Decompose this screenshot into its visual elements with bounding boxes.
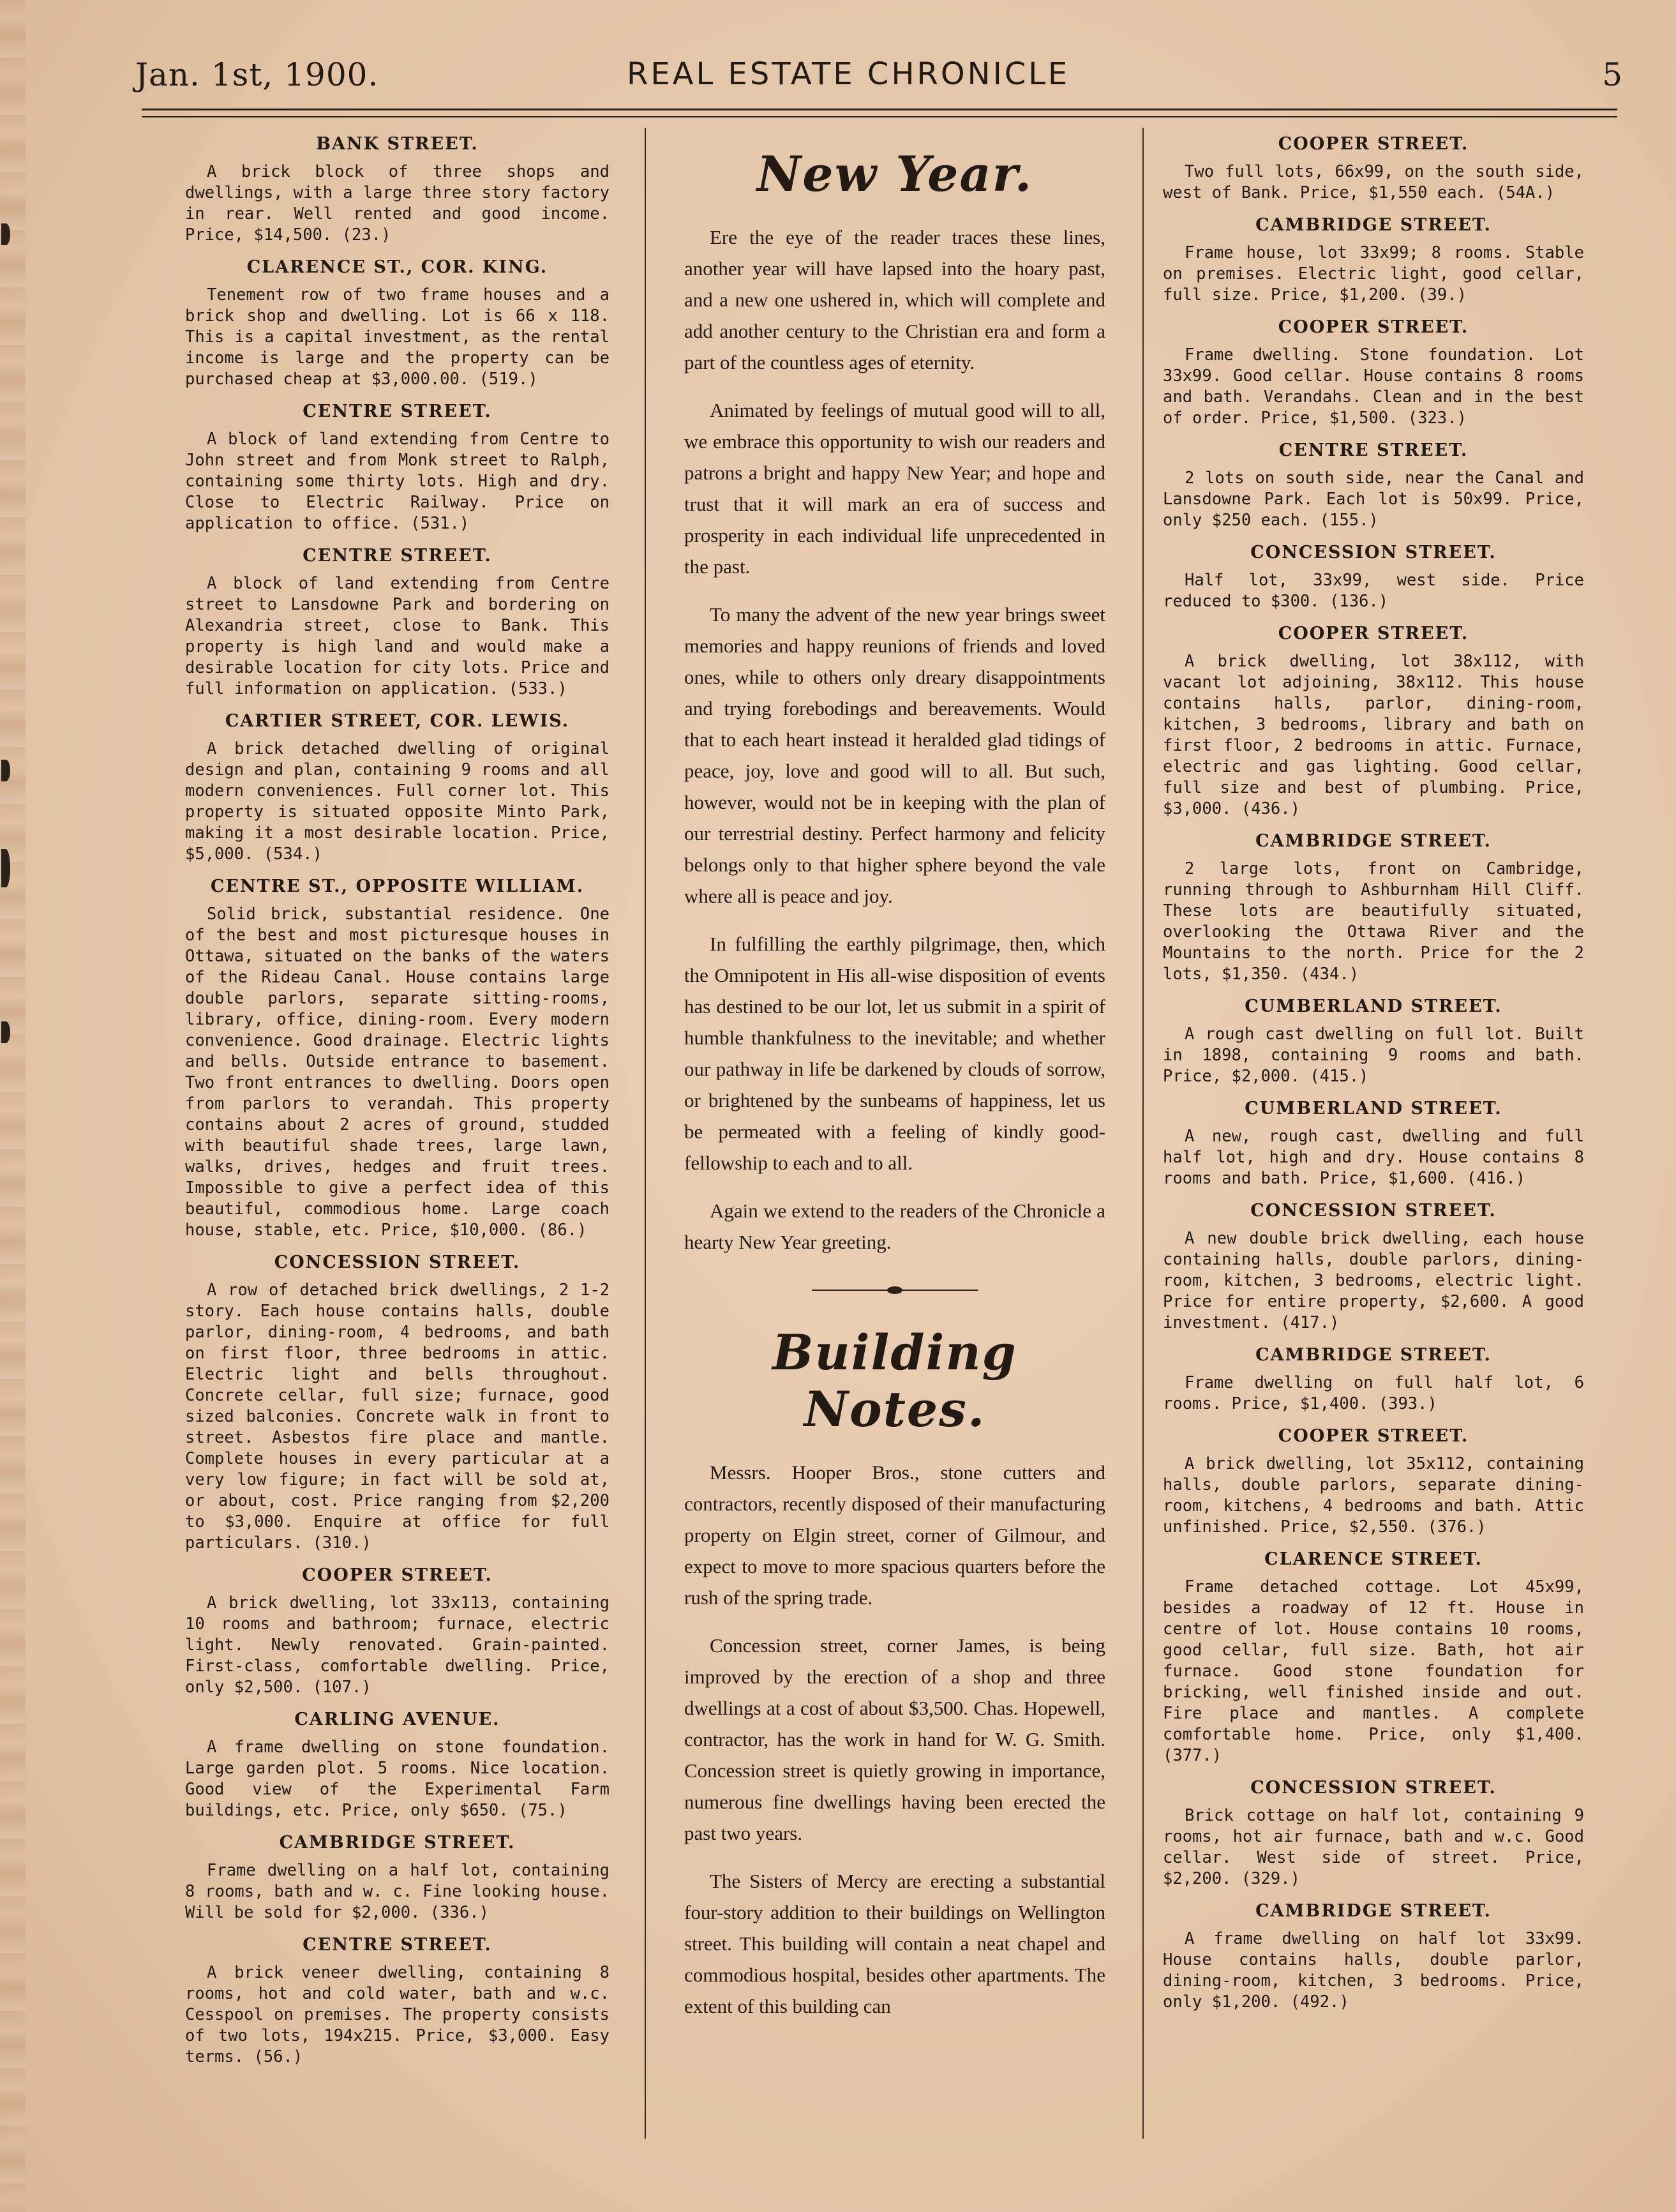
listing-body: A new double brick dwelling, each house containing halls, double parlors, dining-room, kitchen, 3 bedrooms, electric light. Price for entire property, $2,600. A good investment. (417.) [1163, 1229, 1584, 1332]
listing-entry [1163, 1778, 1584, 1890]
listing-entry [1163, 134, 1584, 204]
column-rule [645, 128, 646, 2139]
listing-body: Frame dwelling on full half lot, 6 rooms. Price, $1,400. (393.) [1163, 1373, 1584, 1413]
listing-entry [1163, 624, 1584, 820]
listing-body: 2 large lots, front on Cambridge, running through to Ashburnham Hill Cliff. These lots are beautifully situated, overlooking the Ottawa River and the Mountains to the north. Price for the 2 lots, $1,350. (434.) [1163, 859, 1584, 984]
listing-entry [1163, 317, 1584, 429]
listing-heading: CUMBERLAND STREET. [1245, 1099, 1502, 1118]
new-year-title: New Year. [756, 146, 1033, 202]
listing-entry [185, 877, 610, 1241]
listing-heading: CLARENCE ST., COR. KING. [246, 257, 548, 277]
listing-entry [1163, 1426, 1584, 1538]
listing-heading: CENTRE ST., OPPOSITE WILLIAM. [210, 877, 585, 896]
building-notes-article [684, 1457, 1105, 2022]
listing-entry [185, 711, 610, 865]
listing-entry [185, 1253, 610, 1554]
article-paragraph: Messrs. Hooper Bros., stone cutters and contractors, recently disposed of their manufacturing property on Elgin street, corner of Gilmour, and expect to move to more spacious quarters before the rush of the spring trade. [684, 1461, 1105, 1609]
listing-body: Frame dwelling on a half lot, containing 8 rooms, bath and w. c. Fine looking house. Will be sold for $2,000. (336.) [185, 1861, 610, 1922]
listing-body: A brick detached dwelling of original design and plan, containing 9 rooms and all modern conveniences. Full corner lot. This property is situated opposite Minto Park, making it a most desirable location. Price, $5,000. (534.) [185, 739, 610, 864]
listing-body: A brick dwelling, lot 38x112, with vacant lot adjoining, 38x112. This house contains halls, parlor, dining-room, kitchen, 3 bedrooms, library and bath on first floor, 2 bedrooms in attic. Furnace, electric and gas lighting. Good cellar, full size and best of plumbing. Price, $3,000. (436.) [1163, 652, 1584, 818]
listing-entry [1163, 1901, 1584, 2013]
listing-body: Tenement row of two frame houses and a brick shop and dwelling. Lot is 66 x 118. This is a capital investment, as the rental income is large and the property can be purchased cheap at $3,000.00. (519.) [185, 285, 610, 389]
header-date: Jan. 1st, 1900. [135, 56, 379, 93]
edge-mark [1, 223, 10, 245]
listing-heading: CENTRE STREET. [303, 1935, 492, 1955]
listing-body: A rough cast dwelling on full lot. Built in 1898, containing 9 rooms and bath. Price, $2,000. (415.) [1163, 1025, 1584, 1086]
header-rule [142, 116, 1617, 117]
article-paragraph: In fulfilling the earthly pilgrimage, then, which the Omnipotent in His all-wise disposition of events has destined to be our lot, let us submit in a spirit of humble thankfulness to the inevitable; and whether our pathway in life be darkened by clouds of sorrow, or brightened by the sunbeams of happiness, let us be permeated with a feeling of kindly good-fellowship to each and to all. [684, 933, 1105, 1174]
article-paragraph: Concession street, corner James, is being improved by the erection of a shop and three dwellings at a cost of about $3,500. Chas. Hopewell, contractor, has the work in hand for W. G. Smith. Concession street is quietly growing in importance, numerous fine dwellings having been erected the past two years. [684, 1634, 1105, 1844]
listing-heading: COOPER STREET. [1278, 1426, 1469, 1446]
listing-entry [1163, 440, 1584, 531]
article-paragraph: Ere the eye of the reader traces these lines, another year will have lapsed into the hoary past, and a new one ushered in, which will complete and add another century to the Christian era and form a part of the countless ages of eternity. [684, 226, 1105, 373]
listing-entry [185, 1935, 610, 2068]
listing-heading: CAMBRIDGE STREET. [1255, 215, 1492, 235]
listing-body: Frame detached cottage. Lot 45x99, besides a roadway of 12 ft. House in centre of lot. House contains 10 rooms, good cellar, full size. Bath, hot air furnace. Good stone foundation for bricking, well finished inside and out. Fire place and mantles. A complete comfortable home. Price, only $1,400. (377.) [1163, 1577, 1584, 1765]
listing-heading: COOPER STREET. [1278, 624, 1469, 643]
edge-mark [1, 760, 10, 781]
listing-body: A row of detached brick dwellings, 2 1-2 story. Each house contains halls, double parlor, dining-room, 4 bedrooms, and bath on first floor, three bedrooms in attic. Electric light and bells throughout. Concrete cellar, full size; furnace, good sized balconies. Concrete walk in front to street. Asbestos fire place and mantle. Complete houses in every particular at a very low figure; in fact will be sold at, or about, cost. Price ranging from $2,200 to $3,000. Enquire at office for full particulars. (310.) [185, 1281, 610, 1553]
listing-heading: CAMBRIDGE STREET. [1255, 1901, 1492, 1921]
torn-edge [0, 0, 26, 2212]
section-ornament [812, 1286, 978, 1295]
listing-heading: CONCESSION STREET. [274, 1253, 521, 1272]
new-year-article [684, 222, 1105, 1258]
listing-body: A new, rough cast, dwelling and full half lot, high and dry. House contains 8 rooms and bath. Price, $1,600. (416.) [1163, 1127, 1584, 1188]
edge-mark [1, 1021, 10, 1043]
listing-body: Brick cottage on half lot, containing 9 rooms, hot air furnace, bath and w.c. Good cellar. West side of street. Price, $2,200. (329.) [1163, 1806, 1584, 1888]
listing-entry [1163, 831, 1584, 985]
listing-heading: COOPER STREET. [302, 1565, 493, 1585]
article-paragraph: The Sisters of Mercy are erecting a substantial four-story addition to their buildings on Wellington street. This building will contain a neat chapel and commodious hospital, besides other apartments. The extent of this building can [684, 1870, 1105, 2017]
listing-body: Frame dwelling. Stone foundation. Lot 33x99. Good cellar. House contains 8 rooms and bath. Verandahs. Clean and in the best of order. Price, $1,500. (323.) [1163, 345, 1584, 428]
listing-heading: CLARENCE STREET. [1264, 1549, 1483, 1569]
listing-heading: CONCESSION STREET. [1250, 1201, 1497, 1221]
listing-entry [185, 1710, 610, 1821]
listing-body: A frame dwelling on half lot 33x99. House contains halls, double parlor, dining-room, kitchen, 3 bedrooms. Price, only $1,200. (492.) [1163, 1929, 1584, 2012]
listing-entry [185, 134, 610, 246]
listing-body: Solid brick, substantial residence. One of the best and most picturesque houses in Ottawa, situated on the banks of the waters of the Rideau Canal. House contains large double parlors, separate sitting-rooms, library, office, dining-room. Every modern convenience. Good drainage. Electric lights and bells. Outside entrance to basement. Two front entrances to dwelling. Doors open from parlors to verandah. This property contains about 2 acres of ground, studded with beautiful shade trees, large lawn, walks, drives, hedges and fruit trees. Impossible to give a perfect idea of this beautiful, commodious home. Large coach house, stable, etc. Price, $10,000. (86.) [185, 905, 610, 1240]
listing-entry [1163, 1201, 1584, 1334]
listing-body: A brick block of three shops and dwellings, with a large three story factory in rear. Well rented and good income. Price, $14,500. (23.) [185, 162, 610, 245]
header-title: REAL ESTATE CHRONICLE [627, 56, 1070, 92]
article-paragraph: Again we extend to the readers of the Chronicle a hearty New Year greeting. [684, 1200, 1105, 1253]
listing-entry [1163, 1549, 1584, 1766]
listing-entry [1163, 543, 1584, 612]
listing-body: A block of land extending from Centre street to Lansdowne Park and bordering on Alexandria street, close to Bank. This property is high land and would make a desirable location for city lots. Price and full information on application. (533.) [185, 574, 610, 698]
listing-heading: CAMBRIDGE STREET. [1255, 1345, 1492, 1365]
article-paragraph: To many the advent of the new year brings sweet memories and happy reunions of friends and loved ones, while to others only dreary disappointments and trying forebodings and bereavements. Would that to each heart instead it heralded glad tidings of peace, joy, love and good will to all. But such, however, would not be in keeping with the plan of our terrestrial destiny. Perfect harmony and felicity belongs only to that higher sphere beyond the vale where all is peace and joy. [684, 603, 1105, 907]
header-rule [142, 109, 1617, 110]
listing-heading: CONCESSION STREET. [1250, 1778, 1497, 1798]
listing-entry [1163, 1099, 1584, 1189]
listing-heading: CAMBRIDGE STREET. [279, 1833, 516, 1853]
article-paragraph: Animated by feelings of mutual good will to all, we embrace this opportunity to wish our readers and patrons a bright and happy New Year; and hope and trust that it will mark an era of success and prosperity in each individual life unprecedented in the past. [684, 399, 1105, 578]
page-number: 5 [1602, 56, 1622, 93]
listing-heading: CUMBERLAND STREET. [1245, 997, 1502, 1016]
listing-body: Frame house, lot 33x99; 8 rooms. Stable on premises. Electric light, good cellar, full size. Price, $1,200. (39.) [1163, 243, 1584, 305]
listing-body: A frame dwelling on stone foundation. Large garden plot. 5 rooms. Nice location. Good view of the Experimental Farm buildings, etc. Price, only $650. (75.) [185, 1738, 610, 1820]
listing-entry [1163, 1345, 1584, 1415]
right-column-listings [1163, 134, 1584, 2024]
listing-body: A block of land extending from Centre to John street and from Monk street to Ralph, containing some thirty lots. High and dry. Close to Electric Railway. Price on application to office. (531.) [185, 430, 610, 533]
listing-body: A brick veneer dwelling, containing 8 rooms, hot and cold water, bath and w.c. Cesspool on premises. The property consists of two lots, 194x215. Price, $3,000. Easy terms. (56.) [185, 1963, 610, 2066]
listing-body: Half lot, 33x99, west side. Price reduced to $300. (136.) [1163, 571, 1584, 611]
listing-heading: CARTIER STREET, COR. LEWIS. [225, 711, 570, 731]
listing-entry [185, 546, 610, 700]
listing-heading: CENTRE STREET. [303, 546, 492, 566]
listing-heading: CENTRE STREET. [303, 402, 492, 421]
page-header [135, 56, 1622, 101]
listing-body: A brick dwelling, lot 33x113, containing 10 rooms and bathroom; furnace, electric light. Newly renovated. Grain-painted. First-class, comfortable dwelling. Price, only $2,500. (107.) [185, 1593, 610, 1697]
listing-heading: CARLING AVENUE. [294, 1710, 500, 1729]
listing-entry [1163, 215, 1584, 306]
column-rule [1142, 128, 1144, 2139]
listing-entry [185, 1833, 610, 1923]
listing-heading: CONCESSION STREET. [1250, 543, 1497, 562]
middle-column [684, 134, 1105, 2038]
listing-body: A brick dwelling, lot 35x112, containing halls, double parlors, separate dining-room, kitchens, 4 bedrooms and bath. Attic unfinished. Price, $2,550. (376.) [1163, 1454, 1584, 1537]
listing-entry [185, 402, 610, 534]
listing-entry [1163, 997, 1584, 1087]
listing-entry [185, 257, 610, 390]
listing-heading: CENTRE STREET. [1278, 440, 1469, 460]
left-column-listings [185, 134, 610, 2079]
listing-heading: COOPER STREET. [1278, 134, 1469, 154]
listing-body: 2 lots on south side, near the Canal and Lansdowne Park. Each lot is 50x99. Price, only $250 each. (155.) [1163, 469, 1584, 530]
listing-entry [185, 1565, 610, 1698]
listing-heading: COOPER STREET. [1278, 317, 1469, 337]
listing-heading: CAMBRIDGE STREET. [1255, 831, 1492, 851]
listing-body: Two full lots, 66x99, on the south side, west of Bank. Price, $1,550 each. (54A.) [1163, 162, 1584, 202]
building-notes-title: Building Notes. [772, 1324, 1017, 1438]
edge-mark [1, 849, 10, 887]
listing-heading: BANK STREET. [316, 134, 479, 154]
